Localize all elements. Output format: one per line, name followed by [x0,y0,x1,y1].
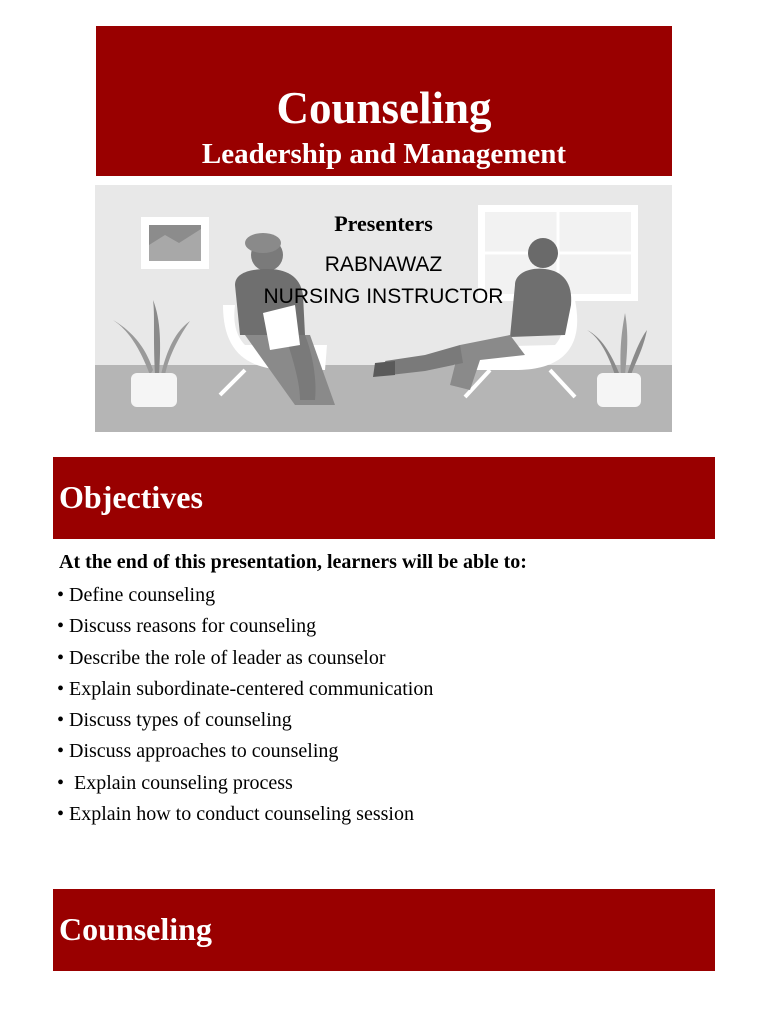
counseling-illustration [95,185,672,432]
list-item: • Describe the role of leader as counselor [57,646,386,669]
objectives-list [57,580,433,830]
slide-title: Counseling [276,83,492,133]
list-item: • Explain how to conduct counseling session [57,803,414,826]
presenter-role: NURSING INSTRUCTOR [263,285,504,308]
presenter-name: RABNAWAZ [324,253,443,276]
objectives-heading: Objectives [59,479,203,515]
presenters-block [95,213,672,235]
list-item: • Define counseling [57,584,216,606]
counseling-banner [53,889,715,971]
title-banner [96,26,672,176]
objectives-banner [53,457,715,539]
list-item: • Discuss types of counseling [57,709,292,732]
list-item: • Explain counseling process [57,771,293,794]
presenters-heading: Presenters [334,211,433,236]
slide-subtitle: Leadership and Management [201,138,567,170]
counseling-heading: Counseling [59,911,212,947]
list-item: • Discuss approaches to counseling [57,740,339,763]
objectives-intro: At the end of this presentation, learners will be able to: [59,551,527,573]
list-item: • Discuss reasons for counseling [57,615,317,638]
list-item: • Explain subordinate-centered communication [57,677,434,700]
